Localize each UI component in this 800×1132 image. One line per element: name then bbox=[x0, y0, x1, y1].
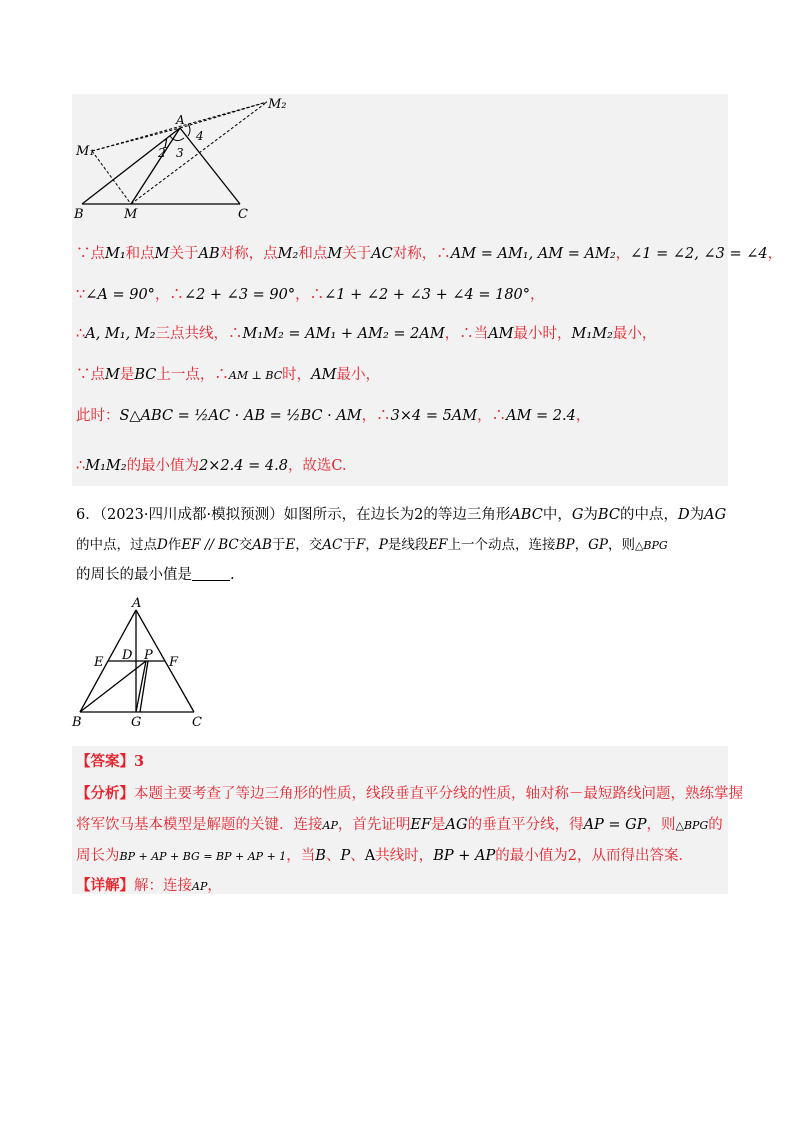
detail-label: 【详解】 bbox=[76, 877, 134, 894]
math-P: P bbox=[340, 848, 351, 864]
text: ， bbox=[575, 408, 591, 424]
math-EF-parallel-BC: EF // BC bbox=[181, 537, 239, 553]
text: ， bbox=[574, 537, 589, 553]
text: 最小， bbox=[612, 326, 657, 342]
text: 的 bbox=[708, 817, 723, 833]
text: ， bbox=[530, 287, 545, 303]
label-A: A bbox=[132, 596, 142, 611]
text: 此时： bbox=[76, 408, 120, 424]
answer-line bbox=[76, 752, 144, 772]
label-3: 3 bbox=[176, 146, 184, 160]
question-6-line-1 bbox=[76, 505, 726, 525]
math-eq: S△ABC = ½AC · AB = ½BC · AM bbox=[119, 408, 362, 424]
math-eq: ∠1 = ∠2, ∠3 = ∠4 bbox=[630, 246, 768, 262]
text: ，∴当 bbox=[444, 326, 489, 342]
answer-label: 【答案】 bbox=[76, 753, 134, 770]
label-4: 4 bbox=[196, 129, 204, 143]
solution-line-5 bbox=[76, 406, 590, 426]
text: 的最小值为2，从而得出答案． bbox=[495, 848, 693, 864]
answer-value: 3 bbox=[134, 753, 145, 770]
math-BC: BC bbox=[597, 507, 620, 523]
text: ∴ bbox=[76, 326, 86, 342]
text: ， bbox=[207, 878, 222, 894]
label-B: B bbox=[72, 715, 82, 730]
math-eq: AP = GP bbox=[583, 817, 647, 833]
label-A: A bbox=[176, 113, 185, 127]
text: ，故选C. bbox=[287, 458, 347, 474]
math-eq: 3×4 = 5AM bbox=[390, 408, 478, 424]
math-AC: AC bbox=[371, 246, 393, 262]
figure-triangle-reflection bbox=[72, 94, 312, 224]
math-M: M bbox=[327, 246, 343, 262]
analysis-line-1 bbox=[76, 784, 743, 804]
math-M: M bbox=[105, 367, 120, 383]
text: 于 bbox=[342, 537, 356, 553]
label-B: B bbox=[74, 207, 84, 222]
label-D: D bbox=[122, 648, 133, 663]
math-eq: AM = AM₁, AM = AM₂ bbox=[450, 246, 616, 262]
math-A: A bbox=[364, 848, 376, 864]
math-AG: AG bbox=[445, 817, 468, 833]
solution-line-1 bbox=[76, 244, 782, 264]
text: ∵点 bbox=[76, 367, 105, 383]
math-F: F bbox=[355, 537, 366, 553]
label-C: C bbox=[238, 207, 248, 222]
math-M1: M₁ bbox=[105, 246, 126, 262]
math-AB: AB bbox=[198, 246, 220, 262]
text: 本题主要考查了等边三角形的性质，线段垂直平分线的性质，轴对称－最短路线问题，熟练掌握 bbox=[134, 786, 743, 802]
question-6-line-3 bbox=[76, 565, 235, 585]
text: ∴ bbox=[76, 458, 86, 474]
math-eq: ∠A = 90° bbox=[85, 287, 155, 303]
label-P: P bbox=[144, 648, 153, 663]
math-eq: 2×2.4 = 4.8 bbox=[199, 458, 288, 474]
label-M1: M₁ bbox=[76, 144, 95, 159]
math-EF: EF bbox=[428, 537, 448, 553]
text: 对称，∴ bbox=[392, 246, 451, 262]
label-C: C bbox=[192, 715, 202, 730]
math-eq: AM = 2.4 bbox=[506, 408, 576, 424]
math-M1M2: M₁M₂ bbox=[85, 458, 127, 474]
text: 时， bbox=[282, 367, 312, 383]
text: 为 bbox=[689, 507, 705, 523]
solution-line-3 bbox=[76, 324, 656, 344]
math-BPG: △BPG bbox=[675, 819, 709, 832]
math-P: P bbox=[378, 537, 388, 553]
text: ∵ bbox=[76, 287, 86, 303]
text: 三点共线，∴ bbox=[155, 326, 243, 342]
math-M1M2: M₁M₂ bbox=[571, 326, 613, 342]
math-AM: AM bbox=[488, 326, 514, 342]
detail-line bbox=[76, 876, 222, 897]
math-BPG: △BPG bbox=[634, 539, 668, 552]
solution-line-6 bbox=[76, 456, 347, 476]
text: ，交 bbox=[295, 537, 323, 553]
text: ， bbox=[615, 246, 631, 262]
text: 的中点，过点 bbox=[76, 537, 157, 553]
label-M2: M₂ bbox=[268, 97, 287, 112]
text: 周长为 bbox=[76, 848, 120, 864]
math-M: M bbox=[154, 246, 170, 262]
text: 于 bbox=[271, 537, 286, 553]
math-points: A, M₁, M₂ bbox=[85, 326, 156, 342]
math-eq: ∠2 + ∠3 = 90° bbox=[183, 287, 296, 303]
math-G: G bbox=[571, 507, 584, 523]
text: ，当 bbox=[286, 848, 316, 864]
math-perp: AM ⊥ BC bbox=[228, 369, 283, 382]
math-B: B bbox=[315, 848, 326, 864]
solution-line-2 bbox=[76, 285, 545, 305]
label-2: 2 bbox=[158, 146, 166, 160]
text: 对称，点 bbox=[219, 246, 278, 262]
text: 6．（2023·四川成都·模拟预测）如图所示，在边长为2的等边三角形 bbox=[76, 507, 511, 523]
text: 为 bbox=[583, 507, 598, 523]
analysis-line-3 bbox=[76, 846, 693, 867]
math-EF: EF bbox=[410, 817, 432, 833]
label-E: E bbox=[94, 655, 104, 670]
text: 作 bbox=[167, 537, 182, 553]
math-AP: AP bbox=[322, 819, 338, 832]
math-AM: AM bbox=[311, 367, 337, 383]
label-1: 1 bbox=[162, 137, 170, 151]
math-eq: ∠1 + ∠2 + ∠3 + ∠4 = 180° bbox=[324, 287, 531, 303]
text: ，∴ bbox=[361, 408, 391, 424]
math-D: D bbox=[677, 507, 690, 523]
text: 中， bbox=[542, 507, 572, 523]
text: 关于 bbox=[169, 246, 199, 262]
analysis-label: 【分析】 bbox=[76, 785, 134, 802]
text: 解：连接 bbox=[134, 878, 192, 894]
math-E: E bbox=[285, 537, 296, 553]
text: ，∴ bbox=[154, 287, 184, 303]
math-AC: AC bbox=[322, 537, 343, 553]
text: 最小时， bbox=[513, 326, 572, 342]
text: ∵点 bbox=[76, 246, 105, 262]
math-D: D bbox=[157, 537, 168, 553]
text: 共线时， bbox=[375, 848, 434, 864]
text: 上一个动点，连接 bbox=[447, 537, 556, 553]
math-BC: BC bbox=[134, 367, 157, 383]
label-G: G bbox=[131, 715, 142, 730]
text: ，则 bbox=[646, 817, 676, 833]
text: 的中点， bbox=[619, 507, 678, 523]
label-M: M bbox=[124, 207, 138, 222]
math-eq: BP + AP + BG = BP + AP + 1 bbox=[119, 850, 287, 863]
text: ，∴ bbox=[477, 408, 507, 424]
text: ，首先证明 bbox=[337, 817, 411, 833]
math-sum: BP + AP bbox=[433, 848, 496, 864]
answer-blank bbox=[192, 566, 230, 581]
math-eq: M₁M₂ = AM₁ + AM₂ = 2AM bbox=[242, 326, 445, 342]
text: ， bbox=[365, 537, 379, 553]
text: 的周长的最小值是 bbox=[76, 567, 192, 583]
text: ，则 bbox=[607, 537, 635, 553]
text: 和点 bbox=[125, 246, 155, 262]
text: 的垂直平分线，得 bbox=[467, 817, 584, 833]
solution-line-4 bbox=[76, 365, 380, 386]
text: 是 bbox=[431, 817, 446, 833]
text: . bbox=[230, 567, 235, 583]
text: 上一点，∴ bbox=[156, 367, 229, 383]
math-AP: AP bbox=[192, 880, 208, 893]
math-AB: AB bbox=[252, 537, 272, 553]
math-GP: GP bbox=[588, 537, 608, 553]
text: 将军饮马基本模型是解题的关键．连接 bbox=[76, 817, 323, 833]
text: 、 bbox=[325, 848, 341, 864]
text: ，∴ bbox=[295, 287, 325, 303]
math-BP: BP bbox=[555, 537, 575, 553]
text: 是 bbox=[119, 367, 135, 383]
figure-equilateral-triangle bbox=[68, 596, 218, 731]
text: 交 bbox=[238, 537, 253, 553]
question-6-line-2 bbox=[76, 535, 668, 556]
label-F: F bbox=[169, 655, 179, 670]
math-ABC: ABC bbox=[510, 507, 543, 523]
text: 最小， bbox=[336, 367, 380, 383]
text: 、 bbox=[350, 848, 365, 864]
analysis-line-2 bbox=[76, 815, 723, 836]
text: ， bbox=[767, 246, 783, 262]
text: 的最小值为 bbox=[126, 458, 200, 474]
text: 是线段 bbox=[387, 537, 429, 553]
text: 和点 bbox=[298, 246, 328, 262]
math-AG: AG bbox=[704, 507, 727, 523]
text: 关于 bbox=[342, 246, 372, 262]
math-M2: M₂ bbox=[277, 246, 299, 262]
